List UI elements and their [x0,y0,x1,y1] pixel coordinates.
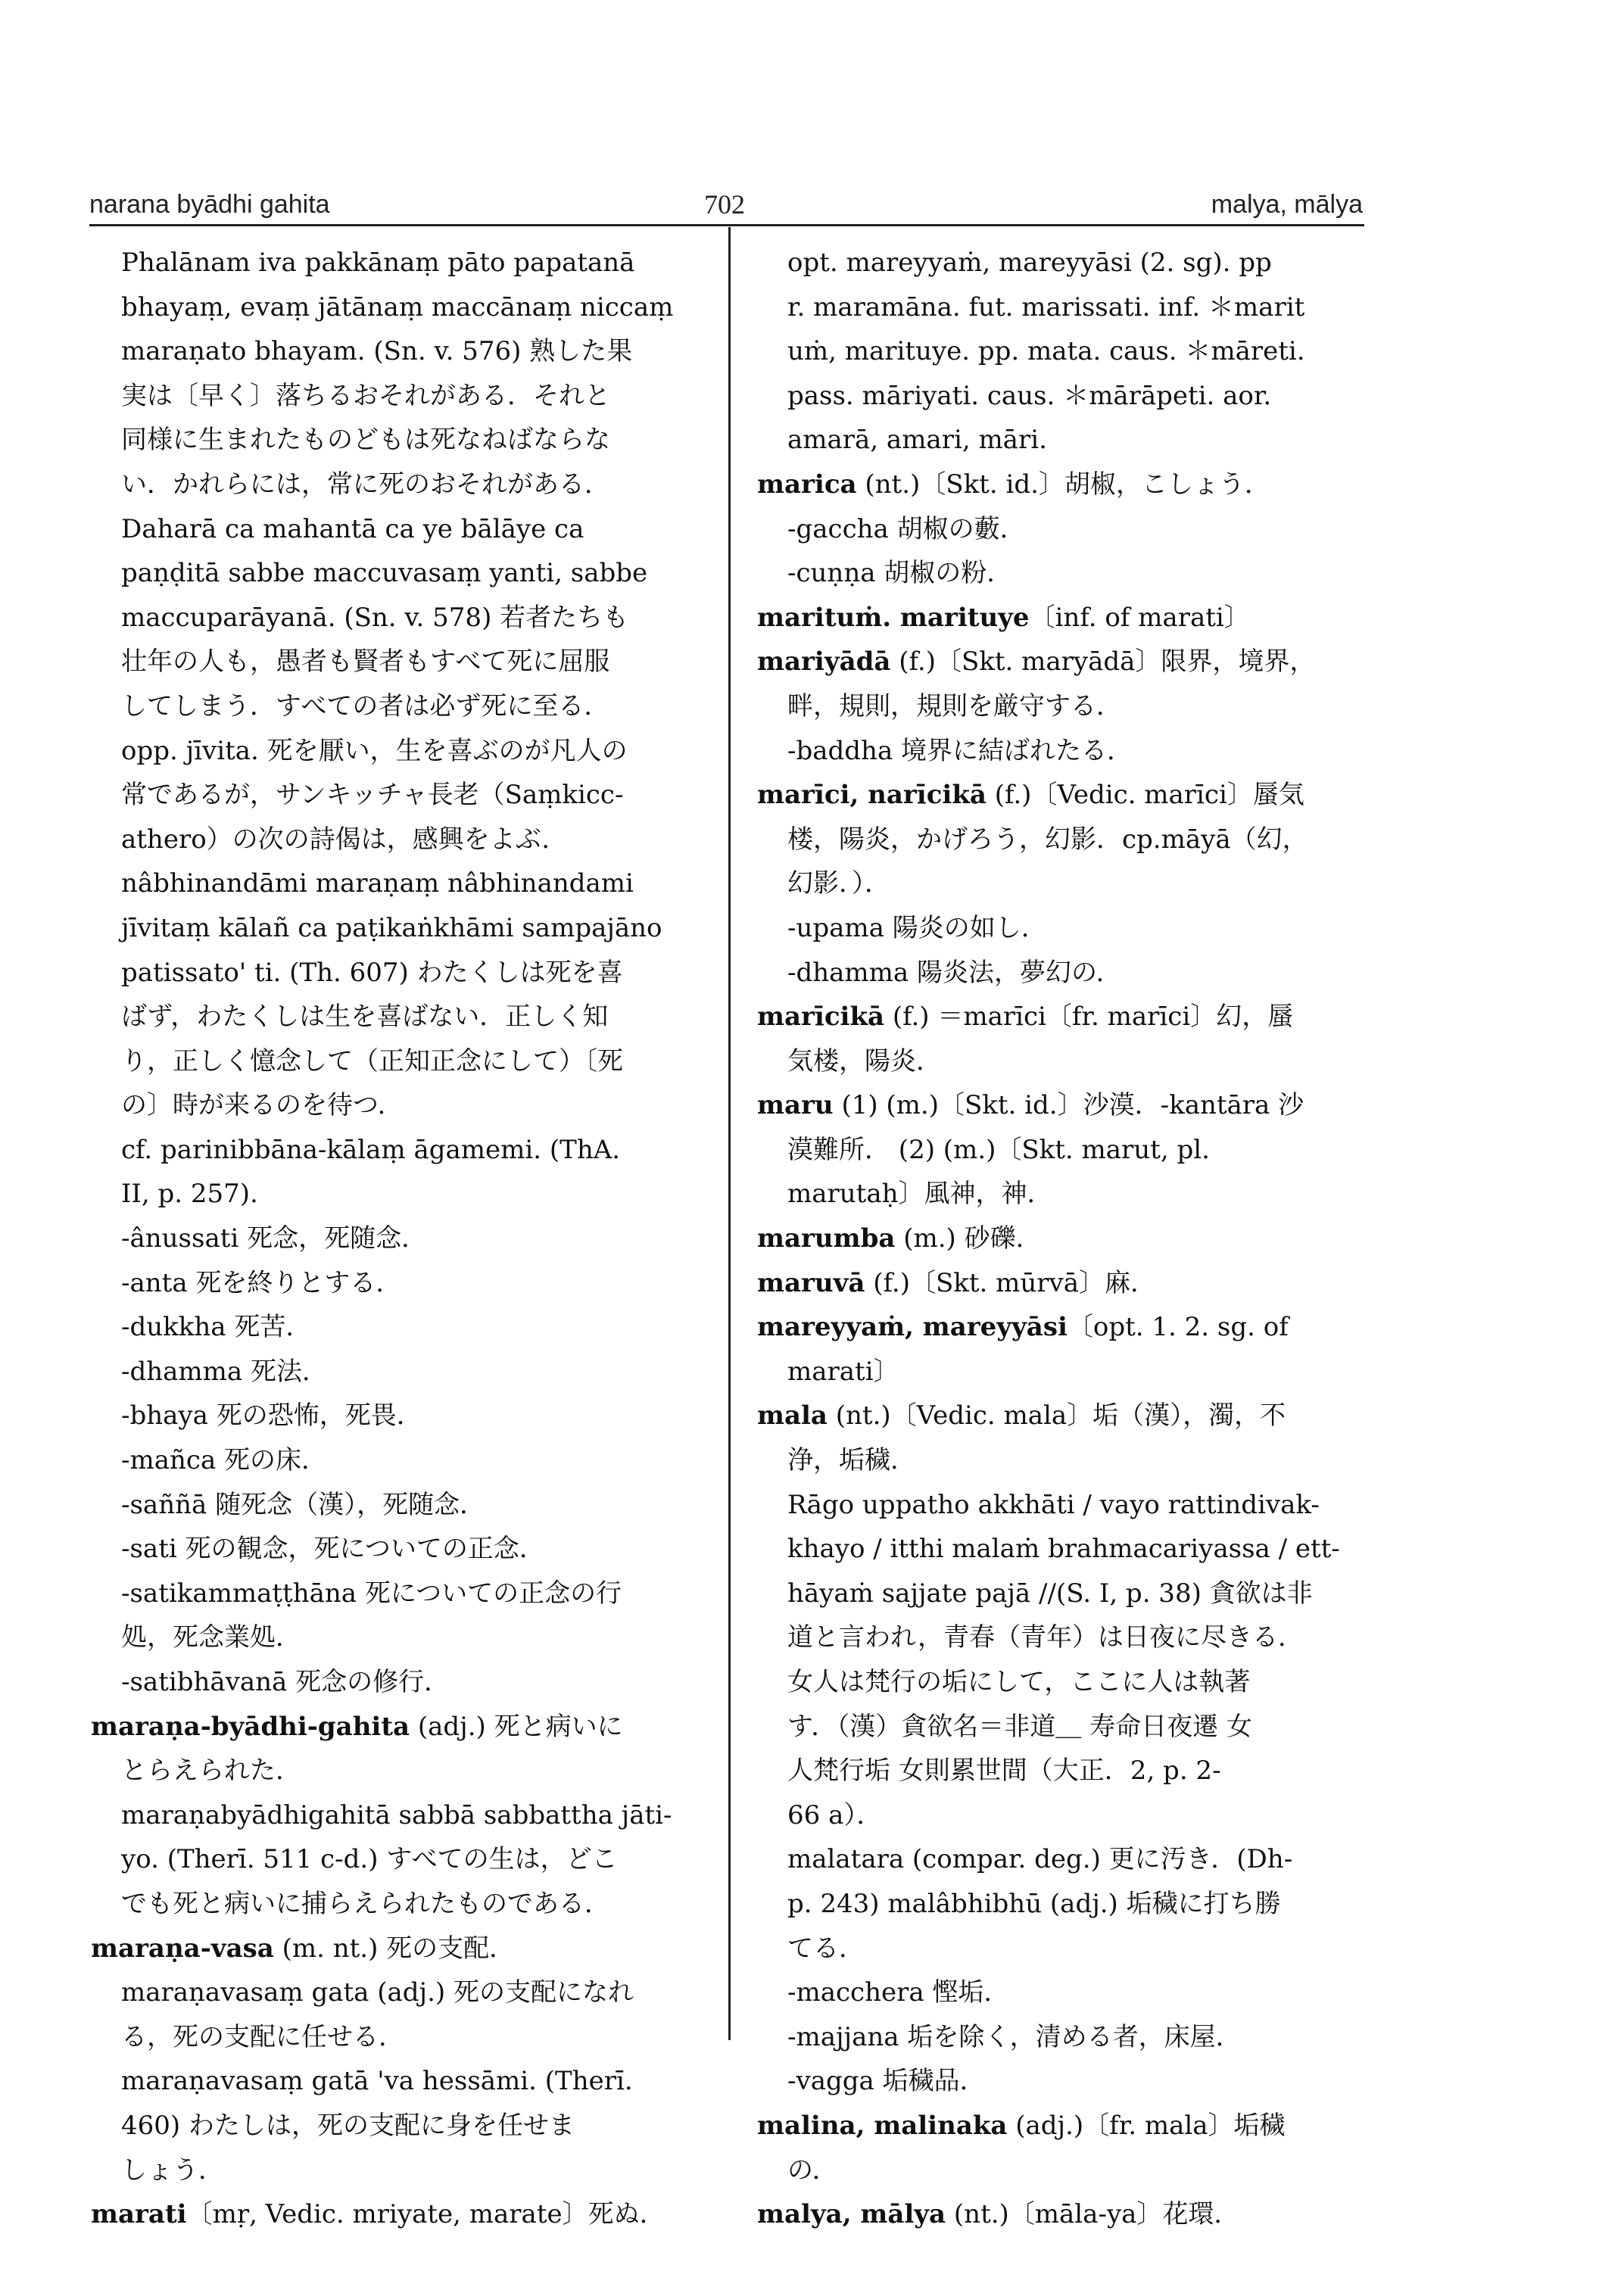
left-column-line: -sati 死の観念，死についての正念． [121,1534,545,1565]
column-divider [728,227,731,2040]
right-column-line: -dhamma 陽炎法，夢幻の． [787,957,1122,988]
left-column-line: 同様に生まれたものどもは死なねばならな [121,425,610,456]
right-column-line: amarā, amari, māri. [787,425,1047,456]
right-column-line: r. maramāna. fut. marissati. inf. ＊marit [787,291,1305,322]
right-column-line: p. 243) malâbhibhū (adj.) 垢穢に打ち勝 [787,1888,1281,1919]
left-column-line: -anta 死を終りとする． [121,1267,402,1298]
right-column-line: mariyādā (f.)〔Skt. maryādā〕限界，境界， [757,646,1316,678]
right-column-line: -upama 陽炎の如し． [787,912,1047,943]
left-column-line: cf. parinibbāna-kālaṃ āgamemi. (ThA. [121,1134,621,1165]
running-head-right: malya, mālya [1211,190,1363,219]
left-column-line: -satikammaṭṭhāna 死についての正念の行 [121,1578,622,1609]
left-column-line: Phalānam iva pakkānaṃ pāto papatanā [121,248,635,278]
running-head-left: narana byādhi gahita [89,190,330,219]
headword: malya, mālya [757,2199,946,2230]
right-column-line: -baddha 境界に結ばれたる． [787,735,1133,766]
headword: maruvā [757,1267,865,1298]
left-column-line: yo. (Therī. 511 c-d.) すべての生は，どこ [121,1844,618,1875]
left-column-line: -bhaya 死の恐怖，死畏． [121,1400,422,1432]
right-column-line: 楼，陽炎，かげろう，幻影．cp.māyā（幻， [787,824,1308,855]
right-column-line: maruvā (f.)〔Skt. mūrvā〕麻． [757,1267,1156,1298]
left-column-line: の〕時が来るのを待つ． [121,1090,404,1121]
left-column-line: Daharā ca mahantā ca ye bālāye ca [121,513,584,544]
left-column-line: しょう． [121,2154,224,2186]
left-column-line: -ânussati 死念，死随念． [121,1223,428,1254]
right-column-line: 浄，垢穢． [787,1445,916,1476]
left-column [91,241,727,2237]
left-column-line: II, p. 257). [121,1179,258,1210]
right-column-line: mareyyaṁ, mareyyāsi〔opt. 1. 2. sg. of [757,1312,1289,1343]
left-column-line: maccuparāyanā. (Sn. v. 578) 若者たちも [121,602,629,633]
right-column-line: 幻影．）． [787,868,890,899]
right-column-line: khayo / itthi malaṁ brahmacariyassa / ett- [787,1534,1340,1565]
header-rule [89,224,1364,226]
right-column-line: -majjana 垢を除く，清める者，床屋． [787,2021,1242,2052]
left-column-line: maraṇabyādhigahitā sabbā sabbattha jāti- [121,1799,672,1830]
right-column-line: 畔，規則，規則を厳守する． [787,690,1122,721]
left-column-line: maraṇa-vasa (m. nt.) 死の支配． [91,1933,516,1964]
headword: maraṇa-byādhi-gahita [91,1711,410,1742]
right-column-line: opt. mareyyaṁ, mareyyāsi (2. sg). pp [787,248,1272,278]
headword: marumba [757,1223,896,1254]
right-column-line: てる． [787,1933,865,1964]
left-column-line: maraṇa-byādhi-gahita (adj.) 死と病いに [91,1711,623,1742]
headword: marituṁ. marituye [757,602,1030,633]
headword: marīcikā [757,1002,885,1033]
left-column-line: patissato' ti. (Th. 607) わたくしは死を喜 [121,957,623,988]
right-column-line: -macchera 慳垢． [787,1977,1010,2008]
right-column-line: -cuṇṇa 胡椒の粉． [787,558,1013,589]
left-column-line: nâbhinandāmi maraṇaṃ nâbhinandami [121,868,634,899]
left-column-line: paṇḍitā sabbe maccuvasaṃ yanti, sabbe [121,558,648,589]
left-column-line: -mañca 死の床． [121,1445,328,1476]
left-column-line: maraṇato bhayam. (Sn. v. 576) 熟した果 [121,336,633,367]
right-column-line: す．（漢）貪欲名＝非道＿ 寿命日夜遷 女 [787,1711,1252,1742]
right-column-line: -gaccha 胡椒の藪． [787,513,1026,544]
right-column-line: -vagga 垢穢品． [787,2066,986,2097]
left-column-line: maraṇavasaṃ gatā 'va hessāmi. (Therī. [121,2066,633,2097]
headword: maraṇa-vasa [91,1933,274,1964]
right-column-line: mala (nt.)〔Vedic. mala〕垢（漢），濁，不 [757,1400,1286,1432]
right-column-line: marati〕 [787,1356,899,1387]
right-column-line: 気楼，陽炎． [787,1045,942,1076]
left-column-line: marati〔mṛ, Vedic. mriyate, marate〕死ぬ． [91,2199,665,2230]
right-column-line: maru (1) (m.)〔Skt. id.〕沙漠．-kantāra 沙 [757,1090,1304,1121]
right-column-line: hāyaṁ sajjate pajā //(S. I, p. 38) 貪欲は非 [787,1578,1313,1609]
left-column-line: 常であるが，サンキッチャ長老（Saṃkicc- [121,780,624,811]
right-column-line: malatara (compar. deg.) 更に汚き．(Dh- [787,1844,1293,1875]
headword: malina, malinaka [757,2110,1008,2141]
left-column-line: でも死と病いに捕らえられたものである． [121,1888,610,1919]
left-column-line: -dhamma 死法． [121,1356,328,1387]
left-column-line: opp. jīvita. 死を厭い，生を喜ぶのが凡人の [121,735,628,766]
right-column-line: marica (nt.)〔Skt. id.〕胡椒，こしょう． [757,469,1270,500]
left-column-line: とらえられた． [121,1756,301,1787]
headword: marati [91,2199,187,2230]
left-column-line: 処，死念業処． [121,1622,301,1653]
headword: marica [757,469,857,500]
left-column-line: -saññā 随死念（漢），死随念． [121,1489,486,1520]
left-column-line: -satibhāvanā 死念の修行． [121,1667,450,1697]
right-column-line: 道と言われ，青春（青年）は日夜に尽きる． [787,1622,1304,1653]
left-column-line: jīvitaṃ kālañ ca paṭikaṅkhāmi sampajāno [121,912,662,943]
left-column-line: ばず，わたくしは生を喜ばない．正しく知 [121,1002,609,1033]
headword: maru [757,1090,834,1121]
right-column-line: 人梵行垢 女則累世間（大正．2, p. 2- [787,1756,1221,1787]
left-column-line: 460) わたしは，死の支配に身を任せま [121,2110,575,2141]
right-column-line: 漠難所． (2) (m.)〔Skt. marut, pl. [787,1134,1210,1165]
left-column-line: い．かれらには，常に死のおそれがある． [121,469,610,500]
right-column-line: malina, malinaka (adj.)〔fr. mala〕垢穢 [757,2110,1286,2141]
right-column-line: marituṁ. marituye〔inf. of marati〕 [757,602,1250,633]
left-column-line: してしまう．すべての者は必ず死に至る． [121,690,610,721]
left-column-line: り，正しく憶念して（正知正念にして）〔死 [121,1045,623,1076]
right-column-line: marīcikā (f.) ＝marīci〔fr. marīci〕幻，蜃 [757,1002,1294,1033]
left-column-line: bhayaṃ, evaṃ jātānaṃ maccānaṃ niccaṃ [121,291,674,322]
right-column [757,241,1370,2237]
right-column-line: pass. māriyati. caus. ＊mārāpeti. aor. [787,380,1272,411]
left-column-line: 実は〔早く〕落ちるおそれがある．それと [121,380,610,411]
left-column-line: -dukkha 死苦． [121,1312,312,1343]
right-column-line: 66 a）． [787,1799,883,1830]
headword: mariyādā [757,646,891,678]
right-column-line: の． [787,2154,838,2186]
headword: mala [757,1400,828,1432]
right-column-line: marutaḥ〕風神，神． [787,1179,1053,1210]
headword: marīci, narīcikā [757,780,987,811]
headword: mareyyaṁ, mareyyāsi [757,1312,1068,1343]
left-column-line: maraṇavasaṃ gata (adj.) 死の支配になれ [121,1977,634,2008]
right-column-line: marīci, narīcikā (f.)〔Vedic. marīci〕蜃気 [757,780,1304,811]
left-column-line: る，死の支配に任せる． [121,2021,404,2052]
left-column-line: 壮年の人も，愚者も賢者もすべて死に屈服 [121,646,610,678]
right-column-line: 女人は梵行の垢にして，ここに人は執著 [787,1667,1251,1697]
right-column-line: malya, mālya (nt.)〔māla-ya〕花環． [757,2199,1240,2230]
right-column-line: uṁ, marituye. pp. mata. caus. ＊māreti. [787,336,1305,367]
page-number: 702 [704,189,745,220]
right-column-line: Rāgo uppatho akkhāti / vayo rattindivak- [787,1489,1320,1520]
right-column-line: marumba (m.) 砂礫． [757,1223,1042,1254]
left-column-line: athero）の次の詩偈は，感興をよぶ． [121,824,568,855]
